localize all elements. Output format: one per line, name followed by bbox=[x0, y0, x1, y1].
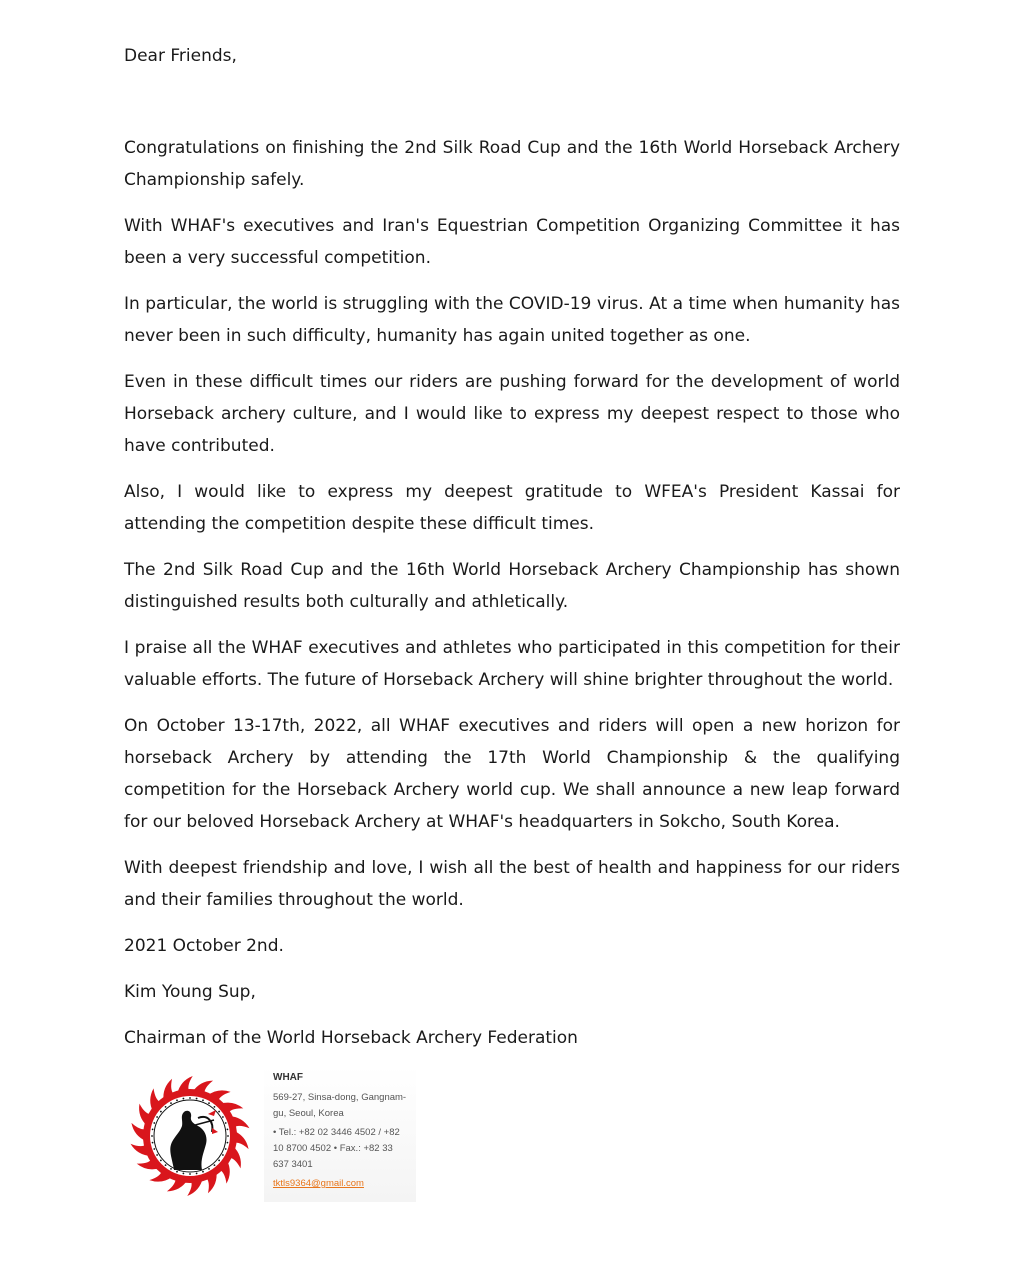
contact-card bbox=[264, 1066, 416, 1202]
letter-paragraph-3: In particular, the world is struggling with the COVID-19 virus. At a time when humanity has never been in such difficulty, humanity has again united together as one. bbox=[124, 294, 900, 346]
email-signature bbox=[124, 1066, 424, 1206]
card-org-name: WHAF bbox=[273, 1072, 303, 1083]
letter-paragraph-1: Congratulations on finishing the 2nd Silk Road Cup and the 16th World Horseback Archery Championship safely. bbox=[124, 138, 900, 190]
whaf-emblem-icon bbox=[128, 1070, 252, 1202]
letter-paragraph-6: The 2nd Silk Road Cup and the 16th World Horseback Archery Championship has shown distinguished results both culturally and athletically. bbox=[124, 560, 900, 612]
letter-paragraph-7: I praise all the WHAF executives and athletes who participated in this competition for their valuable efforts. The future of Horseback Archery will shine brighter throughout the world. bbox=[124, 638, 900, 690]
letter-paragraph-2: With WHAF's executives and Iran's Equestrian Competition Organizing Committee it has been a very successful competition. bbox=[124, 216, 900, 268]
card-contact-numbers: • Tel.: +82 02 3446 4502 / +82 10 8700 4502 • Fax.: +82 33 637 3401 bbox=[273, 1127, 400, 1170]
card-email-link[interactable]: tktls9364@gmail.com bbox=[273, 1178, 364, 1189]
letter-paragraph-5: Also, I would like to express my deepest gratitude to WFEA's President Kassai for attending the competition despite these difficult times. bbox=[124, 482, 900, 534]
greeting-spacer bbox=[124, 72, 900, 132]
letter-paragraph-9: With deepest friendship and love, I wish all the best of health and happiness for our riders and their families throughout the world. bbox=[124, 858, 900, 910]
letter-paragraph-4: Even in these difficult times our riders are pushing forward for the development of world Horseback archery culture, and I would like to express my deepest respect to those who have contributed. bbox=[124, 372, 900, 456]
signer-title: Chairman of the World Horseback Archery Federation bbox=[124, 1028, 578, 1048]
letter-date: 2021 October 2nd. bbox=[124, 936, 284, 956]
letter-greeting: Dear Friends, bbox=[124, 46, 237, 66]
card-address: 569-27, Sinsa-dong, Gangnam-gu, Seoul, Korea bbox=[273, 1092, 407, 1119]
letter-body bbox=[124, 40, 900, 1068]
signer-name: Kim Young Sup, bbox=[124, 982, 256, 1002]
letter-paragraph-8: On October 13-17th, 2022, all WHAF executives and riders will open a new horizon for horseback Archery by attending the 17th World Championship & the qualifying competition for the Horseback Archery world cup. We shall announce a new leap forward for our beloved Horseback Archery at WHAF's headquarters in Sokcho, South Korea. bbox=[124, 716, 900, 832]
